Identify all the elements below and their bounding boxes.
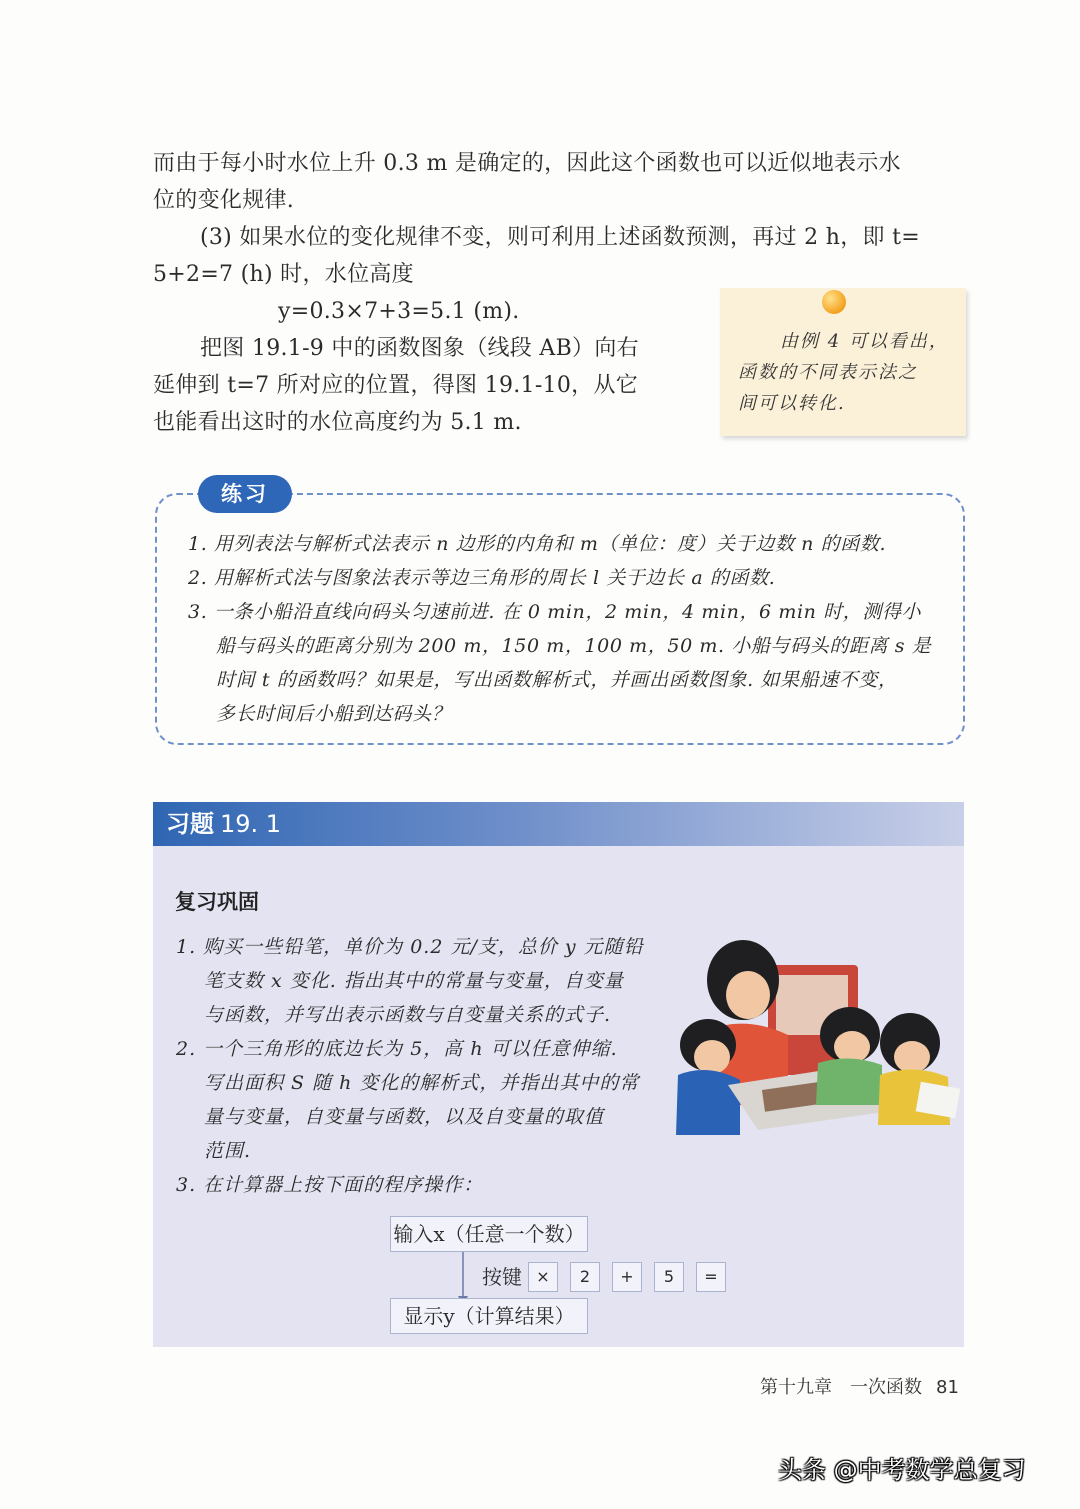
exercise-item-1: 1. 用列表法与解析式法表示 n 边形的内角和 m（单位：度）关于边数 n 的函数. <box>188 533 887 555</box>
exercise-item-3-cont-2: 时间 t 的函数吗？如果是，写出函数解析式，并画出函数图象. 如果船速不变， <box>216 669 898 691</box>
formula-line: y=0.3×7+3=5.1 (m). <box>278 299 520 324</box>
body-line-1: 而由于每小时水位上升 0.3 m 是确定的，因此这个函数也可以近似地表示水 <box>153 151 901 176</box>
chapter-label: 第十九章 一次函数 <box>760 1377 922 1398</box>
exercise-tag: 练习 <box>198 475 292 513</box>
key-equals: = <box>696 1262 726 1292</box>
exercise-item-3: 3. 一条小船沿直线向码头匀速前进. 在 0 min，2 min，4 min，6 min 时，测得小 <box>188 601 922 623</box>
key-five: 5 <box>654 1262 684 1292</box>
note-line-1: 由例 4 可以看出， <box>780 331 949 352</box>
flow-output-box: 显示y（计算结果） <box>390 1298 588 1334</box>
pushpin-icon <box>822 290 846 314</box>
flow-input-box: 输入x（任意一个数） <box>390 1216 588 1252</box>
body-line-8: 也能看出这时的水位高度约为 5.1 m. <box>153 410 522 435</box>
exercise-set-title <box>166 805 281 843</box>
body-line-7: 延伸到 t=7 所对应的位置，得图 19.1-10，从它 <box>153 373 639 398</box>
note-line-2: 函数的不同表示法之 <box>738 362 918 383</box>
body-line-4: 5+2=7 (h) 时，水位高度 <box>153 262 414 287</box>
hw-item-2-cont-2: 量与变量，自变量与函数，以及自变量的取值 <box>204 1106 605 1128</box>
key-multiply: × <box>528 1262 558 1292</box>
flow-press-label: 按键 <box>482 1265 522 1289</box>
exercise-set-title-text: 习题 <box>166 810 214 838</box>
exercise-item-2: 2. 用解析式法与图象法表示等边三角形的周长 l 关于边长 a 的函数. <box>188 567 776 589</box>
body-line-6: 把图 19.1-9 中的函数图象（线段 AB）向右 <box>200 336 639 361</box>
page-footer <box>760 1373 959 1403</box>
exercise-item-3-cont-1: 船与码头的距离分别为 200 m，150 m，100 m，50 m. 小船与码头的距离 s 是 <box>216 635 932 657</box>
watermark: 头条 @中考数学总复习 <box>778 1456 1026 1484</box>
review-subtitle: 复习巩固 <box>175 890 259 914</box>
exercise-item-3-cont-3: 多长时间后小船到达码头？ <box>216 703 452 725</box>
hw-item-1: 1. 购买一些铅笔，单价为 0.2 元/支，总价 y 元随铅 <box>176 936 644 958</box>
hw-item-2-cont-1: 写出面积 S 随 h 变化的解析式，并指出其中的常 <box>204 1072 640 1094</box>
key-plus: + <box>612 1262 642 1292</box>
hw-item-2-cont-3: 范围. <box>204 1140 252 1162</box>
body-line-2: 位的变化规律. <box>153 188 295 213</box>
hw-item-3: 3. 在计算器上按下面的程序操作： <box>176 1174 484 1196</box>
students-illustration <box>668 935 964 1145</box>
hw-item-1-cont-1: 笔支数 x 变化. 指出其中的常量与变量，自变量 <box>204 970 624 992</box>
hw-item-1-cont-2: 与函数，并写出表示函数与自变量关系的式子. <box>204 1004 612 1026</box>
note-line-3: 间可以转化. <box>738 393 846 414</box>
hw-item-2: 2. 一个三角形的底边长为 5，高 h 可以任意伸缩. <box>176 1038 618 1060</box>
side-note-text <box>738 326 958 419</box>
key-two: 2 <box>570 1262 600 1292</box>
exercise-set-number: 19. 1 <box>220 810 282 838</box>
body-line-3: (3) 如果水位的变化规律不变，则可利用上述函数预测，再过 2 h，即 t= <box>200 225 920 250</box>
page-number: 81 <box>936 1377 959 1398</box>
